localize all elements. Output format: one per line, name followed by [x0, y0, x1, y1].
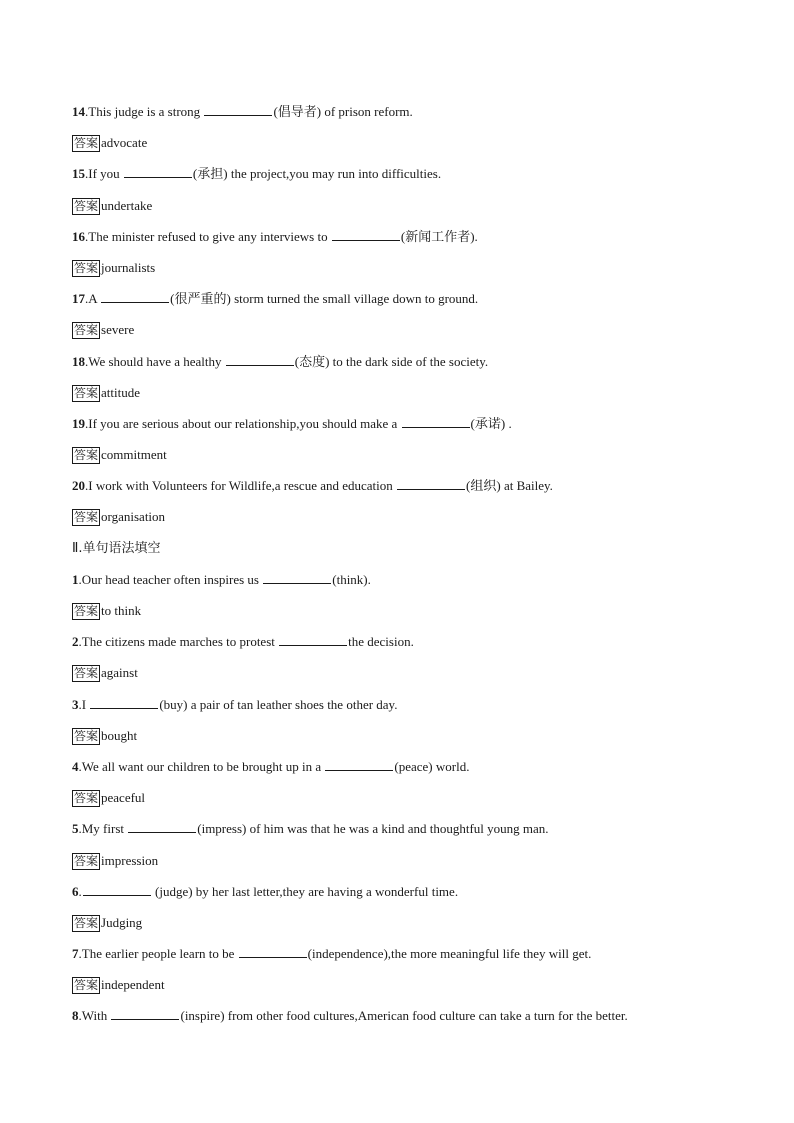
answer-label: 答案 — [74, 915, 99, 930]
answer-19 — [72, 444, 722, 475]
question-text-after: (peace) world. — [394, 758, 470, 774]
answer-2-3 — [72, 725, 722, 756]
answer-text: journalists — [101, 259, 156, 275]
question-number: 19 — [72, 415, 85, 431]
question-text-after: (组织) at Bailey. — [466, 478, 553, 494]
question-text-before: .Our head teacher often inspires us — [78, 571, 263, 587]
answer-blank — [239, 945, 307, 958]
answer-2-2 — [72, 662, 722, 693]
question-text-before: .The citizens made marches to protest — [78, 634, 279, 650]
question-text-after: (承诺) . — [470, 415, 512, 431]
answer-label: 答案 — [74, 791, 99, 806]
answer-16 — [72, 257, 722, 288]
answer-text: peaceful — [101, 790, 146, 806]
answer-blank — [124, 165, 192, 178]
question-text-after: (很严重的) storm turned the small village down to ground. — [170, 291, 479, 307]
question-number: 2 — [72, 634, 79, 650]
question-15 — [72, 163, 722, 194]
question-text-before: .With — [78, 1008, 111, 1024]
question-20 — [72, 475, 722, 506]
question-number: 6 — [72, 883, 79, 899]
question-16 — [72, 226, 722, 257]
question-number: 16 — [72, 228, 85, 244]
question-text-before: .The earlier people learn to be — [78, 946, 238, 962]
question-number: 8 — [72, 1008, 79, 1024]
answer-label: 答案 — [74, 260, 99, 275]
question-text-before: . — [78, 883, 82, 899]
question-number: 1 — [72, 571, 79, 587]
answer-text: independent — [101, 977, 165, 993]
answer-text: against — [101, 665, 138, 681]
answer-label: 答案 — [74, 510, 99, 525]
answer-label: 答案 — [74, 385, 99, 400]
question-number: 18 — [72, 353, 85, 369]
answer-label: 答案 — [74, 728, 99, 743]
answer-2-6 — [72, 912, 722, 943]
worksheet — [72, 101, 722, 1037]
question-text-after: (judge) by her last letter,they are having a wonderful time. — [151, 883, 459, 899]
question-number: 17 — [72, 291, 85, 307]
answer-blank — [279, 633, 347, 646]
question-number: 3 — [72, 696, 79, 712]
question-text-before: .We all want our children to be brought up in a — [78, 758, 325, 774]
answer-text: bought — [101, 727, 138, 743]
question-2-4 — [72, 756, 722, 787]
answer-blank — [332, 228, 400, 241]
question-number: 5 — [72, 821, 79, 837]
answer-blank — [90, 696, 158, 709]
answer-text: severe — [101, 322, 135, 338]
answer-14 — [72, 132, 722, 163]
answer-label: 答案 — [74, 853, 99, 868]
answer-label: 答案 — [74, 198, 99, 213]
answer-blank — [111, 1007, 179, 1020]
answer-2-7 — [72, 974, 722, 1005]
answer-20 — [72, 506, 722, 537]
answer-17 — [72, 319, 722, 350]
answer-label: 答案 — [74, 448, 99, 463]
answer-text: undertake — [101, 197, 153, 213]
question-text-after: (新闻工作者). — [400, 228, 478, 244]
question-2-7 — [72, 943, 722, 974]
question-number: 14 — [72, 104, 85, 119]
question-text-after: (inspire) from other food cultures,American food culture can take a turn for the better. — [180, 1008, 628, 1024]
question-text-before: .If you — [85, 166, 123, 182]
question-18 — [72, 351, 722, 382]
question-text-before: .I work with Volunteers for Wildlife,a rescue and education — [85, 478, 397, 494]
section-heading: Ⅱ.单句语法填空 — [72, 540, 161, 556]
question-text-after: (倡导者) of prison reform. — [273, 104, 413, 119]
answer-text: organisation — [101, 509, 166, 525]
answer-blank — [402, 415, 470, 428]
answer-label: 答案 — [74, 136, 99, 151]
question-2-8 — [72, 1005, 722, 1036]
question-text-before: .This judge is a strong — [85, 104, 204, 119]
answer-blank — [101, 290, 169, 303]
question-text-after: (buy) a pair of tan leather shoes the other day. — [159, 696, 398, 712]
answer-text: advocate — [101, 135, 148, 151]
question-2-5 — [72, 818, 722, 849]
question-text-before: .A — [85, 291, 101, 307]
question-2-2 — [72, 631, 722, 662]
answer-blank — [128, 820, 196, 833]
answer-blank — [83, 883, 151, 896]
answer-label: 答案 — [74, 604, 99, 618]
answer-text: commitment — [101, 447, 167, 463]
answer-label: 答案 — [74, 666, 99, 681]
question-text-after: (independence),the more meaningful life they will get. — [307, 946, 592, 962]
question-2-3 — [72, 694, 722, 725]
answer-2-5 — [72, 850, 722, 881]
question-2-6 — [72, 881, 722, 912]
answer-text: Judging — [101, 914, 143, 930]
answer-2-1 — [72, 600, 722, 631]
answer-text: to think — [101, 603, 142, 618]
answer-blank — [204, 103, 272, 116]
question-19 — [72, 413, 722, 444]
question-text-after: (承担) the project,you may run into difficulties. — [192, 166, 442, 182]
answer-blank — [397, 477, 465, 490]
answer-blank — [263, 571, 331, 584]
question-number: 4 — [72, 758, 79, 774]
question-number: 20 — [72, 478, 85, 494]
answer-blank — [325, 758, 393, 771]
question-number: 7 — [72, 946, 79, 962]
answer-18 — [72, 382, 722, 413]
answer-label: 答案 — [74, 323, 99, 338]
question-2-1 — [72, 569, 722, 600]
question-number: 15 — [72, 166, 85, 182]
question-text-before: .The minister refused to give any interviews to — [85, 228, 331, 244]
answer-text: impression — [101, 852, 159, 868]
answer-2-4 — [72, 787, 722, 818]
answer-text: attitude — [101, 384, 141, 400]
question-14 — [72, 101, 722, 132]
question-17 — [72, 288, 722, 319]
question-text-before: .My first — [78, 821, 128, 837]
question-text-after: the decision. — [348, 634, 414, 650]
answer-label: 答案 — [74, 978, 99, 993]
question-text-before: .I — [78, 696, 90, 712]
question-text-after: (think). — [332, 571, 371, 587]
answer-blank — [226, 353, 294, 366]
question-text-after: (态度) to the dark side of the society. — [294, 353, 489, 369]
question-text-before: .If you are serious about our relationship,you should make a — [85, 415, 401, 431]
answer-15 — [72, 195, 722, 226]
question-text-before: .We should have a healthy — [85, 353, 225, 369]
question-text-after: (impress) of him was that he was a kind and thoughtful young man. — [197, 821, 549, 837]
